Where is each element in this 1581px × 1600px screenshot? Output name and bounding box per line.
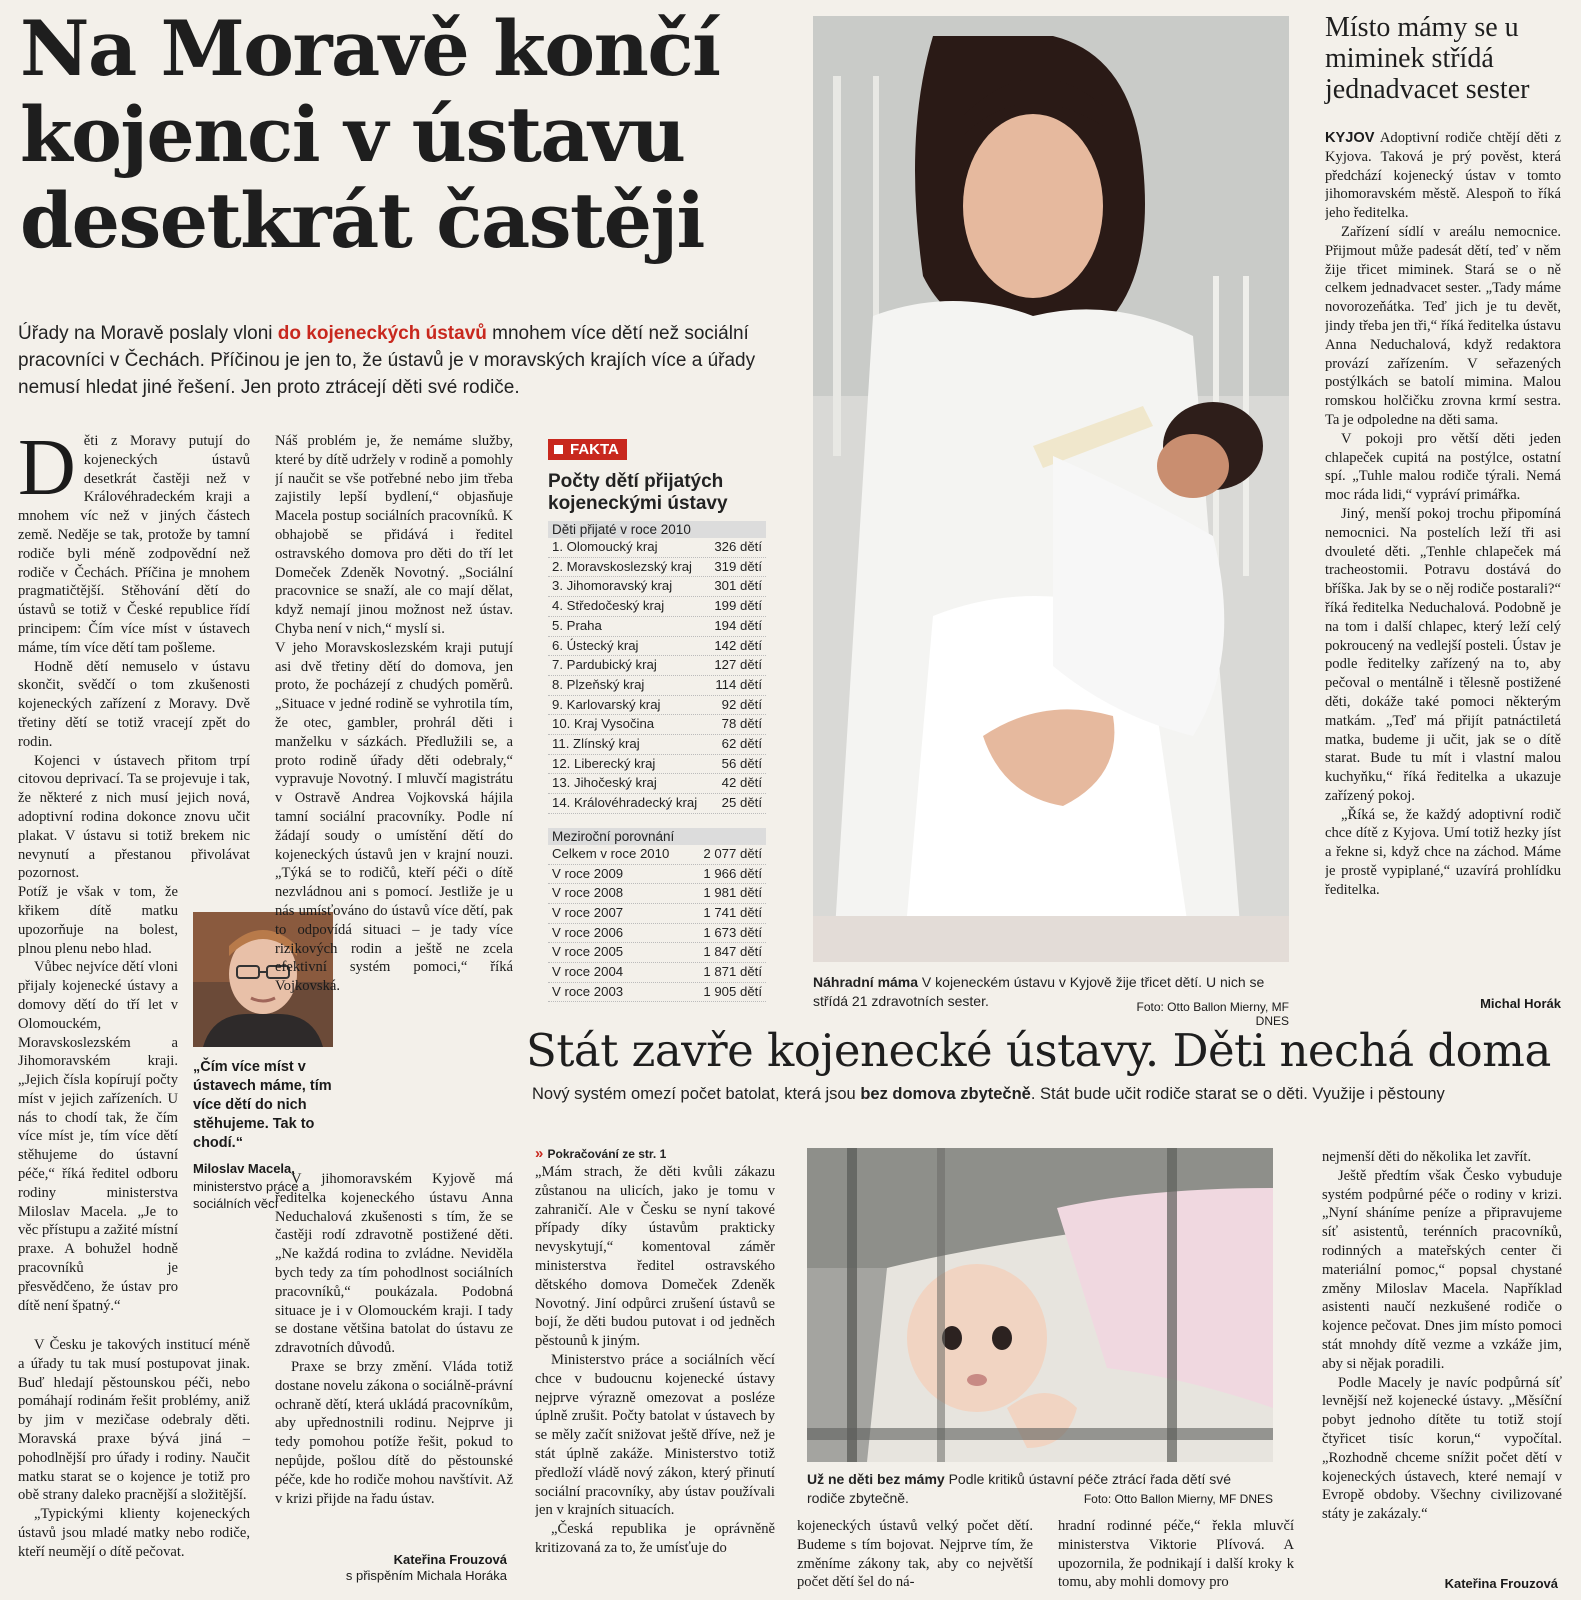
fakta-subheader-yearly: Meziroční porovnání xyxy=(548,828,766,845)
side-paragraph-3: V pokoji pro větší děti jeden chlapeček cupitá na postýlce, ostatní spí. „Tuhle malou rodiče týrali. Nemá moc ráda lidi,“ vypráví primářka. xyxy=(1325,430,1561,504)
side-paragraph-1: KYJOV Adoptivní rodiče chtějí děti z Kyjova. Taková je prý pověst, která předchází kojenecký ústav v tomto jihomoravském městě. Alespoň to říká jeho ředitelka. xyxy=(1325,130,1561,222)
second-col-d-paragraph-1: nejmenší děti do několika let zavřít. xyxy=(1322,1149,1532,1165)
fakta-region-label: 13. Jihočeský kraj xyxy=(552,775,657,791)
fakta-region-value: 25 dětí xyxy=(721,795,762,811)
col2-paragraph-2: V jeho Moravskoslezském kraji putují asi dvě třetiny dětí do domova, jen proto, že pocházejí z chudých poměrů. „Situace v jedné rodině se vyhrotila tím, že otec, gambler, prohrál děti i manželku v sázkách. Předlužili se, a proto rodině úřady děti odebraly,“ vypravuje Novotný. I mluvčí magistrátu v Ostravě Andrea Vojkovská hájila tamní sociální pracovníky. Podle ní žádají soudy o umístění dětí do kojeneckých ústavů jen v krajní nouzi. „Týká se to rodičů, kteří péči o dítě nezvládnou ani s pomocí. Jestliže je u nás umísťováno do ústavů více dětí, pak to odpovídá situaci – je tady více rizikových rodin a ještě ne zcela efektivní systém pomoci,“ říká Vojkovská. xyxy=(275,639,513,995)
second-column-a xyxy=(535,1163,775,1593)
fakta-region-row xyxy=(548,656,766,676)
fakta-region-row xyxy=(548,715,766,735)
fakta-year-label: V roce 2003 xyxy=(552,983,624,999)
fakta-region-row xyxy=(548,755,766,775)
main-photo-credit: Foto: Otto Ballon Mierny, MF DNES xyxy=(1136,1000,1289,1028)
fakta-region-row xyxy=(548,794,766,814)
fakta-region-label: 10. Kraj Vysočina xyxy=(552,716,655,732)
side-headline: Místo mámy se u miminek střídá jednadvacet sester xyxy=(1325,12,1530,105)
side-dateline: KYJOV xyxy=(1325,130,1375,146)
lead-paragraph xyxy=(18,320,788,401)
fakta-region-row xyxy=(548,696,766,716)
fakta-region-label: 5. Praha xyxy=(552,617,602,633)
continued-arrow-icon: » xyxy=(535,1145,548,1162)
fakta-year-value: 1 966 dětí xyxy=(703,865,762,881)
col2-paragraph-1: Náš problém je, že nemáme služby, které by dítě udržely v rodině a pomohly jí naučit se vše potřebné nebo jim třeba zajistily lepší bydlení,“ objasňuje Macela postup sociálních pracovníků. K obhajobě se přidává i ředitel ostravského domova pro děti do tří let Domeček Zdeněk Novotný. „Sociální pracovnice se snaží, ale co mají dělat, když nemají jinou možnost než ústav. Chyba není v nich,“ myslí si. xyxy=(275,433,513,637)
fakta-year-row xyxy=(548,884,766,904)
fakta-year-label: V roce 2009 xyxy=(552,865,624,881)
fakta-region-row xyxy=(548,558,766,578)
pull-quote-role: ministerstvo práce a sociálních věcí xyxy=(193,1179,310,1211)
fakta-year-row xyxy=(548,924,766,944)
fakta-year-value: 1 981 dětí xyxy=(703,885,762,901)
fakta-year-label: Celkem v roce 2010 xyxy=(552,845,670,861)
fakta-region-row xyxy=(548,617,766,637)
fakta-year-value: 1 905 dětí xyxy=(703,983,762,999)
fakta-tag: FAKTA xyxy=(548,439,627,460)
fakta-year-label: V roce 2008 xyxy=(552,885,624,901)
col1-paragraph-6: V Česku je takových institucí méně a úřady tu tak musí postupovat jinak. Buď hledají pěstounskou péči, nebo pomáhají rodinám řešit problémy, aniž by jim v mezičase odebraly děti. Moravská praxe bývá jiná – pohodlnější pro úřady i rodiny. Naučit matku starat se o kojence je totiž pro obě strany daleko pracnější a složitější. xyxy=(18,1337,250,1504)
col1-paragraph-3: Kojenci v ústavech přitom trpí citovou deprivací. Ta se projevuje i tak, že některé z nich musí jejich nová, adoptivní rodina dokonce znovu učit plakat. V ústavu si totiž brekem nic nevynutí a přestanou přivolávat pozornost. xyxy=(18,752,250,882)
fakta-year-row xyxy=(548,943,766,963)
fakta-region-value: 199 dětí xyxy=(714,598,762,614)
continued-label: » Pokračování ze str. 1 xyxy=(535,1145,667,1162)
pull-quote-text: „Čím více míst v ústavech máme, tím více dětí do nich stěhujeme. Tak to chodí.“ xyxy=(193,1059,332,1151)
fakta-region-label: 11. Zlínský kraj xyxy=(552,736,640,752)
col1-paragraph-5: Vůbec nejvíce dětí vloni přijaly kojenecké ústavy a domovy dětí do tří let v Olomouckém, Moravskoslezském a Jihomoravském kraji. „Jejich čísla kopírují počty míst v jejich zařízeních. U nás to chodí tak, že čím více míst je, tím více dětí stěhujeme do ústavní péče,“ říká ředitel odboru rodiny ministerstva Miloslav Macela. „Je to věc přístupu a zažité místní praxe. A bohužel hodně pracovníků je přesvědčeno, že ústav pro dítě není špatný.“ xyxy=(18,959,178,1314)
main-photo xyxy=(813,16,1289,962)
col1-paragraph-4: Potíž je však v tom, že křikem dítě matku upozorňuje na bolest, plnou plenu nebo hlad. xyxy=(18,884,178,957)
col1-paragraph-7: „Typickými klienty kojeneckých ústavů jsou mladé matky nebo rodiče, kteří neumějí o dítě pečovat. xyxy=(18,1506,250,1560)
fakta-region-row xyxy=(548,676,766,696)
second-photo xyxy=(807,1148,1273,1462)
fakta-year-row xyxy=(548,983,766,1003)
fakta-table-regions xyxy=(548,538,766,814)
second-photo-caption-text: Podle kritiků ústavní péče ztrácí řada dětí své rodiče zbytečně. xyxy=(807,1471,1232,1506)
second-column-c: hradní rodinné péče,“ řekla mluvčí ministerstva Viktorie Plívová. A upozornila, že podnikají i další kroky k tomu, aby mohli domovy pro xyxy=(1058,1518,1294,1591)
fakta-subheader-2010: Děti přijaté v roce 2010 xyxy=(548,521,766,538)
second-col-d-paragraph-3: Podle Macely je navíc podpůrná síť levnější než kojenecké ústavy. „Měsíční pobyt jednoho dítěte tu totiž stojí čtyřicet tisíc korun,“ vypočítal. „Rozhodně chceme snížit počet dětí v kojeneckých ústavech, které nemají v Evropě obdoby. Všechny civilizované státy je zakázaly.“ xyxy=(1322,1374,1562,1523)
second-lead xyxy=(532,1083,1572,1105)
fakta-title: Počty dětí přijatých kojeneckými ústavy xyxy=(548,471,728,514)
second-column-d xyxy=(1322,1148,1562,1573)
fakta-region-value: 114 dětí xyxy=(715,676,762,692)
second-photo-caption-bold: Už ne děti bez mámy xyxy=(807,1471,945,1487)
fakta-year-row xyxy=(548,865,766,885)
main-photo-caption-bold: Náhradní máma xyxy=(813,974,919,990)
second-column-b: kojeneckých ústavů velký počet dětí. Budeme s tím bojovat. Nejprve tím, že změníme zákony tak, aby co největší počet dětí šel do ná- xyxy=(797,1518,1033,1591)
fakta-region-label: 6. Ústecký kraj xyxy=(552,637,639,653)
lead-highlight: do kojeneckých ústavů xyxy=(277,323,487,344)
fakta-region-value: 127 dětí xyxy=(714,657,762,673)
fakta-year-row xyxy=(548,963,766,983)
fakta-region-row xyxy=(548,774,766,794)
fakta-region-label: 8. Plzeňský kraj xyxy=(552,676,645,692)
second-col-d-paragraph-2: Ještě předtím však Česko vybuduje systém podpůrné péče o rodiny v krizi. „Nyní sháníme peníze a připravujeme síť asistentů, terénních pracovníků, rodinných a mateřských center či materiální pomoc,“ popsal chystané změny Miloslav Macela. Například asistenti naučí nezkušené rodiče o kojence pečovat. Dnes jim místo pomoci stát mnohdy dítě vezme a vzkáže jim, aby si nějak poradili. xyxy=(1322,1167,1562,1372)
second-photo-credit: Foto: Otto Ballon Mierny, MF DNES xyxy=(1083,1492,1273,1506)
second-col-a-paragraph-3: „Česká republika je oprávněně kritizovaná za to, že umísťuje do xyxy=(535,1521,775,1556)
article-column-2-bottom xyxy=(275,1170,513,1550)
second-headline: Stát zavře kojenecké ústavy. Děti nechá doma xyxy=(526,1024,1551,1077)
side-byline: Michal Horák xyxy=(1480,996,1561,1011)
fakta-region-value: 319 dětí xyxy=(714,558,762,574)
main-photo-caption-text: V kojeneckém ústavu v Kyjově žije třicet dětí. U nich se střídá 21 zdravotních sester. xyxy=(813,974,1265,1009)
second-lead-end: . Stát bude učit rodiče starat se o děti. Využije i pěstouny xyxy=(1030,1085,1445,1103)
second-lead-start: Nový systém omezí počet batolat, která jsou xyxy=(532,1085,861,1103)
fakta-year-row xyxy=(548,904,766,924)
fakta-year-label: V roce 2005 xyxy=(552,944,624,960)
fakta-region-label: 4. Středočeský kraj xyxy=(552,598,665,614)
fakta-year-value: 1 847 dětí xyxy=(703,944,762,960)
fakta-box xyxy=(548,441,766,1002)
fakta-region-label: 1. Olomoucký kraj xyxy=(552,539,658,554)
fakta-region-label: 7. Pardubický kraj xyxy=(552,657,657,673)
fakta-region-row xyxy=(548,597,766,617)
fakta-region-label: 9. Karlovarský kraj xyxy=(552,696,661,712)
fakta-region-label: 3. Jihomoravský kraj xyxy=(552,578,673,594)
fakta-region-label: 14. Královéhradecký kraj xyxy=(552,795,698,811)
col2-paragraph-3: V jihomoravském Kyjově má ředitelka kojeneckého ústavu Anna Neduchalová zkušenosti s tím, že se častěji rodí zdravotně postižené děti. „Ne každá rodina to zvládne. Neviděla bych tedy za tím pohodlnost sociálních pracovníků,“ poukázala. Podobná situace je i v Olomouckém kraji. I tady se dostane většina batolat do ústavu ze zdravotních důvodů. xyxy=(275,1171,513,1357)
fakta-region-value: 42 dětí xyxy=(721,775,762,791)
fakta-region-value: 56 dětí xyxy=(721,755,762,771)
fakta-region-row xyxy=(548,735,766,755)
col2-byline: Kateřina Frouzová xyxy=(393,1552,507,1567)
fakta-year-value: 1 741 dětí xyxy=(703,904,762,920)
col1-paragraph-1: Děti z Moravy putují do kojeneckých ústavů desetkrát častěji než v Královéhradeckém kraji a mnohem víc než v jiných částech země. Neděje se tak, protože by tamní rodiče byli méně zodpovědní než rodiče v Čechách. Příčina je mnohem pragmatičtější. Stěhování dětí do ústavů se totiž v České republice řídí principem: Čím více míst v ústavech máme, tím více dětí tam pošleme. xyxy=(18,432,250,656)
fakta-region-value: 301 dětí xyxy=(714,578,762,594)
fakta-year-row xyxy=(548,845,766,865)
side-paragraph-4: Jiný, menší pokoj trochu připomíná nemocnici. Na postelích leží tři asi dvouleté děti. „Tenhle chlapeček má tracheostomii. Potravu dostává do bříška. Jak by se o něj rodiče postarali?“ říká ředitelka Neduchalová. Podobně je na tom i další chlapec, který leží celý pokroucený na vedlejší posteli. Ústav je podle ředitelky zařízený na to, aby pečoval o mentálně i tělesně postižené děti, dokáže také pomoci některým matkám. „Teď má přijít patnáctiletá matka, budeme ji učit, jak se o dítě starat. Bude tu mít i vlastní malou kuchyňku,“ říká ředitelka a ukazuje zařízený pokoj. xyxy=(1325,505,1561,804)
side-paragraph-2: Zařízení sídlí v areálu nemocnice. Přijmout může padesát dětí, teď v něm žije třicet miminek. Stará se o ně celkem jednadvacet sester. „Tady máme novorozeňátka. Teď jich je tu devět, jindy třeba jen tři,“ říká ředitelka ústavu Anna Neduchalová, když redaktora provází zařízením. V seřazených postýlkách se batolí mimina. Malou romskou holčičku zrovna krmí sestra. Ta je odpoledne na děti sama. xyxy=(1325,223,1561,428)
second-byline: Kateřina Frouzová xyxy=(1444,1576,1558,1591)
fakta-year-value: 1 871 dětí xyxy=(703,964,762,980)
lead-text-start: Úřady na Moravě poslaly vloni xyxy=(18,323,278,344)
fakta-region-value: 92 dětí xyxy=(721,696,762,712)
side-column xyxy=(1325,129,1561,987)
second-lead-bold: bez domova zbytečně xyxy=(860,1085,1031,1103)
second-col-a-paragraph-1: „Mám strach, že děti kvůli zákazu zůstanou na ulicích, jako je tomu v zahraničí. Ale v Česku se nyní takové případy díky ústavům prakticky nevyskytují,“ komentoval záměr ministerstva ředitel ostravského dětského domova Domeček Zdeněk Novotný. Jiní odpůrci zrušení ústavů se bojí, že děti budou putovat i od jedněch pěstounů k jiným. xyxy=(535,1164,775,1350)
fakta-year-label: V roce 2004 xyxy=(552,964,624,980)
fakta-year-value: 1 673 dětí xyxy=(703,924,762,940)
fakta-year-value: 2 077 dětí xyxy=(703,845,762,861)
fakta-region-label: 12. Liberecký kraj xyxy=(552,755,656,771)
side-paragraph-5: „Říká se, že každý adoptivní rodič chce dítě z Kyjova. Umí totiž hezky jíst a řekne si, když chce na záchod. Máme je prostě vypiplané,“ uzavírá prohlídku ředitelka. xyxy=(1325,806,1561,898)
fakta-region-value: 194 dětí xyxy=(714,617,762,633)
fakta-region-label: 2. Moravskoslezský kraj xyxy=(552,558,692,574)
col2-byline-contrib: s přispěním Michala Horáka xyxy=(345,1568,507,1583)
fakta-year-label: V roce 2006 xyxy=(552,924,624,940)
fakta-year-label: V roce 2007 xyxy=(552,904,624,920)
fakta-region-row xyxy=(548,577,766,597)
baby-in-crib-image xyxy=(807,1148,1273,1462)
fakta-region-value: 326 dětí xyxy=(714,539,762,554)
lead-text-end: mnohem více dětí než sociální pracovníci v Čechách. Příčinou je jen to, že ústavů je v moravských krajích více a úřady nemusí hledat jiné řešení. Jen proto ztrácejí děti své rodiče. xyxy=(18,323,756,398)
article-column-1-bottom xyxy=(18,1240,250,1592)
pull-quote-name: Miloslav Macela, xyxy=(193,1161,295,1176)
fakta-region-value: 78 dětí xyxy=(721,716,762,732)
fakta-region-value: 142 dětí xyxy=(714,637,762,653)
second-col-a-paragraph-2: Ministerstvo práce a sociálních věcí chce v budoucnu kojenecké ústavy nejprve výrazně omezovat a posléze úplně zrušit. Počty batolat v ústavech by se měly začít snižovat ještě dříve, než je stát úplně zakáže. Ministerstvo totiž předloží vládě nový zákon, který přinutí sociální pracovníky, aby ústav používali jen v krajních situacích. xyxy=(535,1351,775,1519)
fakta-region-row xyxy=(548,637,766,657)
main-headline: Na Moravě končí kojenci v ústavu desetkrát častěji xyxy=(20,4,720,265)
fakta-table-yearly xyxy=(548,845,766,1003)
drop-cap: D xyxy=(18,432,76,512)
nurse-feeding-baby-image xyxy=(813,16,1289,962)
col2-paragraph-4: Praxe se brzy změní. Vláda totiž dostane novelu zákona o sociálně-právní ochraně dětí, která ukládá pracovníkům, aby upřednostnili rodinu. Nejprve ji tedy pomohou potíže řešit, pokud to nepůjde, pošlou dítě do pěstounské péče, kde ho rodiče mohou navštívit. Až v krizi přijde na řadu ústav. xyxy=(275,1358,513,1507)
col1-paragraph-2: Hodně dětí nemuselo v ústavu skončit, svědčí o tom zkušenosti kojeneckých zařízení z Moravy. Dvě třetiny dětí se totiž vracejí zpět do rodin. xyxy=(18,658,250,750)
fakta-region-value: 62 dětí xyxy=(721,736,762,752)
fakta-region-row xyxy=(548,538,766,558)
